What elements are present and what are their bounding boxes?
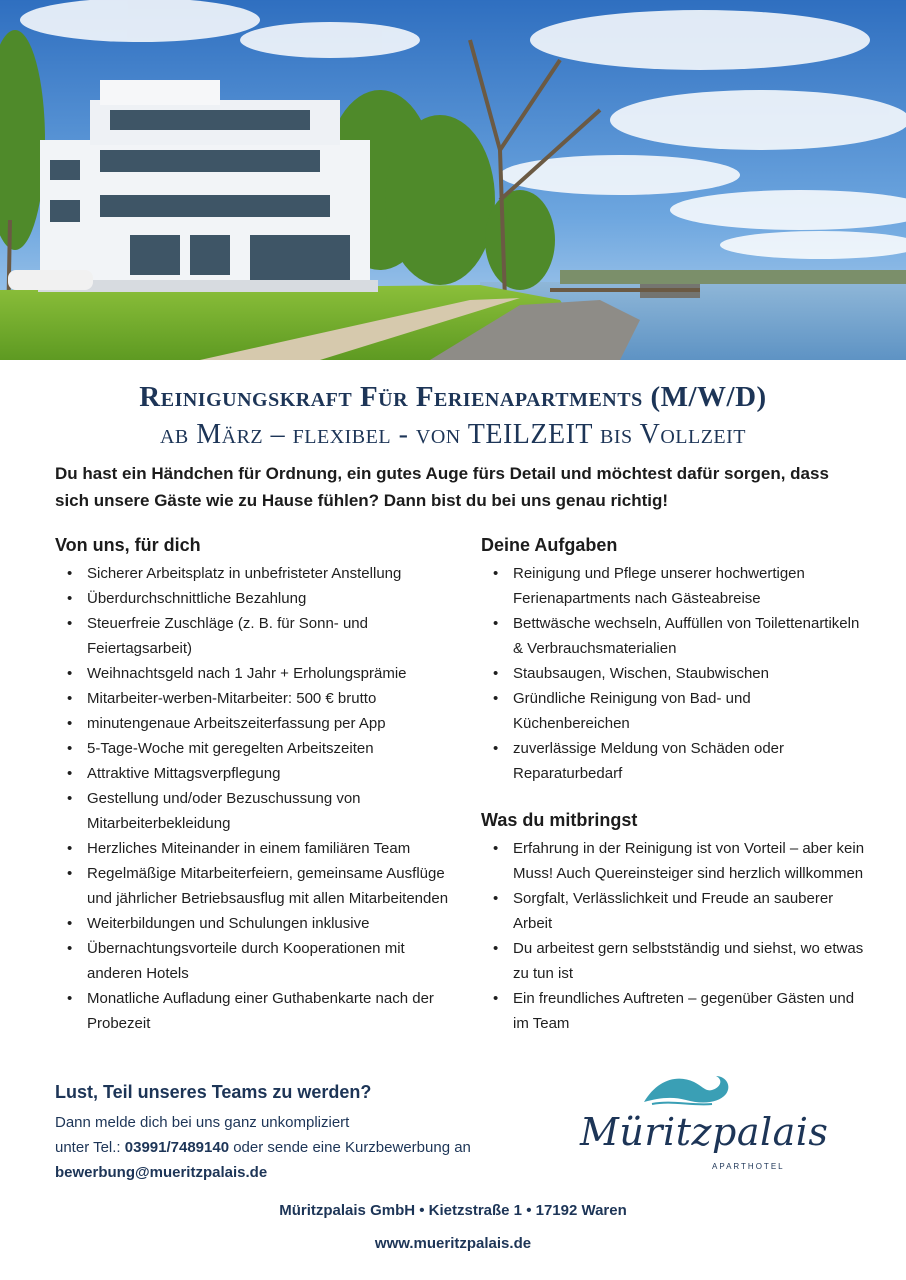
list-item: • Überdurchschnittliche Bezahlung xyxy=(55,586,455,611)
list-item: • Reinigung und Pflege unserer hochwertigen Ferienapartments nach Gästeabreise xyxy=(481,561,866,611)
list-item: • Regelmäßige Mitarbeiterfeiern, gemeinsame Ausflüge und jährlicher Betriebsausflug mit allen Mitarbeitenden xyxy=(55,861,455,911)
list-item: • Steuerfreie Zuschläge (z. B. für Sonn- und Feiertagsarbeit) xyxy=(55,611,455,661)
company-logo xyxy=(580,1070,829,1180)
list-item: • Gestellung und/oder Bezuschussung von Mitarbeiterbekleidung xyxy=(55,786,455,836)
list-item: • Monatliche Aufladung einer Guthabenkarte nach der Probezeit xyxy=(55,986,455,1036)
wave-icon xyxy=(642,1070,732,1110)
list-item: • Staubsaugen, Wischen, Staubwischen xyxy=(481,661,866,686)
requirements-heading: Was du mitbringst xyxy=(481,810,638,830)
logo-subtitle: APARTHOTEL xyxy=(712,1162,785,1171)
contact-line-1: Dann melde dich bei uns ganz unkompliziert xyxy=(55,1114,350,1131)
tasks-list xyxy=(481,561,866,786)
list-item: • Du arbeitest gern selbstständig und siehst, wo etwas zu tun ist xyxy=(481,936,866,986)
footer-website-link[interactable]: www.mueritzpalais.de xyxy=(374,1235,532,1252)
hero-photo xyxy=(0,0,906,360)
logo-name: Müritzpalais xyxy=(580,1110,829,1154)
offer-heading: Von uns, für dich xyxy=(55,535,201,555)
list-item: • Attraktive Mittagsverpflegung xyxy=(55,761,455,786)
list-item: • Weiterbildungen und Schulungen inklusive xyxy=(55,911,455,936)
requirements-list xyxy=(481,836,866,1036)
contact-line-2 xyxy=(55,1135,575,1160)
list-item: • 5-Tage-Woche mit geregelten Arbeitszeiten xyxy=(55,736,455,761)
offer-section xyxy=(55,533,455,1036)
offer-list xyxy=(55,561,455,1036)
list-item: • Herzliches Miteinander in einem familiären Team xyxy=(55,836,455,861)
phone-number[interactable]: 03991/7489140 xyxy=(124,1139,230,1156)
job-subtitle: ab März – flexibel - von TEILZEIT bis Vollzeit xyxy=(159,419,747,450)
list-item: • Sorgfalt, Verlässlichkeit und Freude an sauberer Arbeit xyxy=(481,886,866,936)
list-item: • zuverlässige Meldung von Schäden oder Reparaturbedarf xyxy=(481,736,866,786)
intro-text: Du hast ein Händchen für Ordnung, ein gutes Auge fürs Detail und möchtest dafür sorgen, dass sich unsere Gäste wie zu Hause fühlen? Dann bist du bei uns genau richtig! xyxy=(55,464,829,510)
list-item: • Gründliche Reinigung von Bad- und Küchenbereichen xyxy=(481,686,866,736)
tasks-section xyxy=(481,533,866,786)
job-title: Reinigungskraft Für Ferienapartments (M/W/D) xyxy=(139,381,767,413)
footer-address: Müritzpalais GmbH • Kietzstraße 1 • 17192 Waren xyxy=(279,1202,627,1219)
list-item: • Mitarbeiter-werben-Mitarbeiter: 500 € brutto xyxy=(55,686,455,711)
list-item: • minutengenaue Arbeitszeiterfassung per App xyxy=(55,711,455,736)
phone-suffix: oder sende eine Kurzbewerbung an xyxy=(229,1139,471,1156)
list-item: • Bettwäsche wechseln, Auffüllen von Toilettenartikeln & Verbrauchsmaterialien xyxy=(481,611,866,661)
list-item: • Ein freundliches Auftreten – gegenüber Gästen und im Team xyxy=(481,986,866,1036)
email-link[interactable]: bewerbung@mueritzpalais.de xyxy=(55,1164,268,1181)
requirements-section xyxy=(481,808,866,1036)
phone-prefix: unter Tel.: xyxy=(55,1139,125,1156)
list-item: • Sicherer Arbeitsplatz in unbefristeter Anstellung xyxy=(55,561,455,586)
list-item: • Übernachtungsvorteile durch Kooperationen mit anderen Hotels xyxy=(55,936,455,986)
list-item: • Erfahrung in der Reinigung ist von Vorteil – aber kein Muss! Auch Quereinsteiger sind herzlich willkommen xyxy=(481,836,866,886)
contact-section xyxy=(55,1080,575,1185)
list-item: • Weihnachtsgeld nach 1 Jahr + Erholungsprämie xyxy=(55,661,455,686)
tasks-heading: Deine Aufgaben xyxy=(481,535,618,555)
contact-heading: Lust, Teil unseres Teams zu werden? xyxy=(55,1082,372,1102)
